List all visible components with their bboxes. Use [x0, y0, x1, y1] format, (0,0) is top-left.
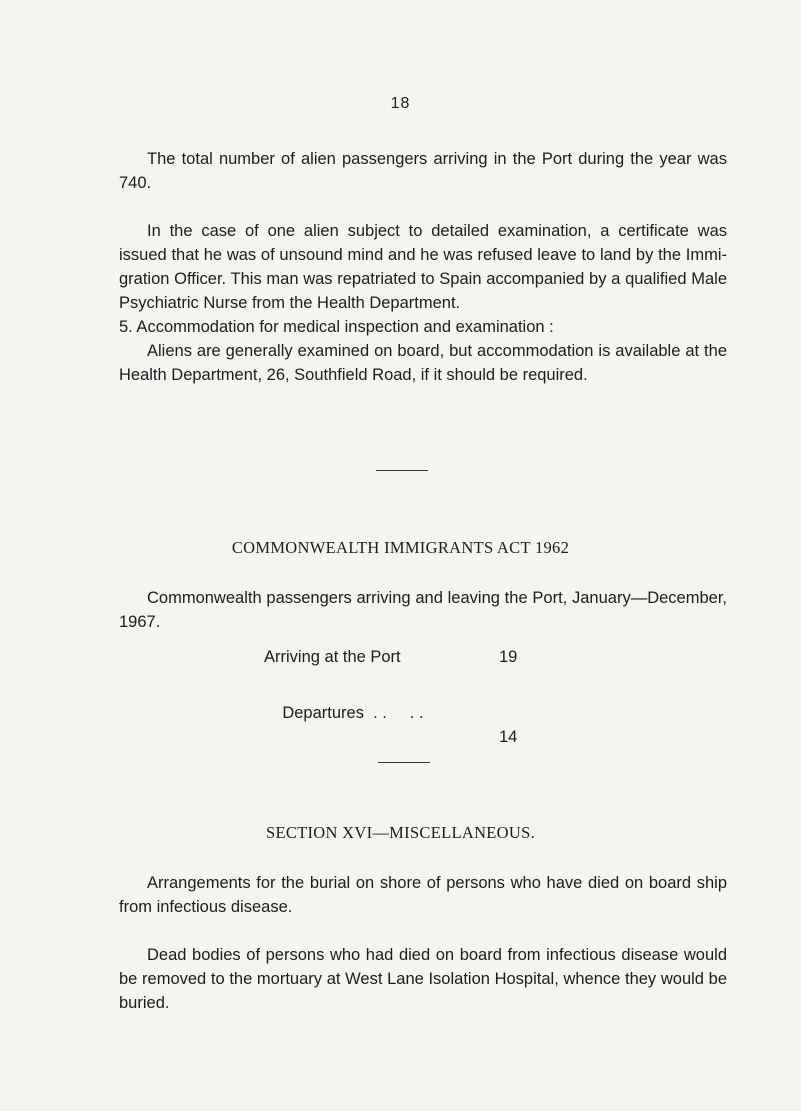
row-value: 14	[499, 728, 518, 746]
burial-arrangements-paragraph: Arrangements for the burial on shore of persons who have died on board ship from infectious disease.	[119, 874, 727, 916]
commonwealth-intro-paragraph: Commonwealth passengers arriving and leaving the Port, January—December, 1967.	[119, 589, 727, 631]
row-label: Arriving at the Port	[264, 648, 401, 666]
table-row	[264, 677, 564, 773]
accommodation-heading: 5. Accommodation for medical inspection and examination :	[119, 318, 554, 336]
dead-bodies-paragraph: Dead bodies of persons who had died on board from infectious disease would be removed to the mortuary at West Lane Isolation Hospital, whence they would be buried.	[119, 946, 727, 1012]
alien-total-paragraph: The total number of alien passengers arriving in the Port during the year was 740.	[119, 150, 727, 192]
section-divider	[376, 470, 428, 471]
row-label: Departures . . . .	[282, 704, 424, 722]
page-number: 18	[390, 95, 411, 112]
commonwealth-act-title: COMMONWEALTH IMMIGRANTS ACT 1962	[231, 538, 570, 557]
detailed-exam-paragraph: In the case of one alien subject to detailed examination, a certificate was issued that he was of unsound mind and he was refused leave to land by the Immi- gration Officer. This man was repatriated to Spain accompanied by a qualified Male Psychiatric Nurse from the Health Department.	[119, 222, 727, 312]
section-xvi-title: SECTION XVI—MISCELLANEOUS.	[265, 823, 536, 842]
section-divider	[378, 762, 430, 763]
row-value: 19	[499, 648, 518, 666]
table-row	[264, 645, 564, 669]
accommodation-paragraph: Aliens are generally examined on board, but accommodation is available at the Health Department, 26, Southfield Road, if it should be required.	[119, 342, 727, 384]
